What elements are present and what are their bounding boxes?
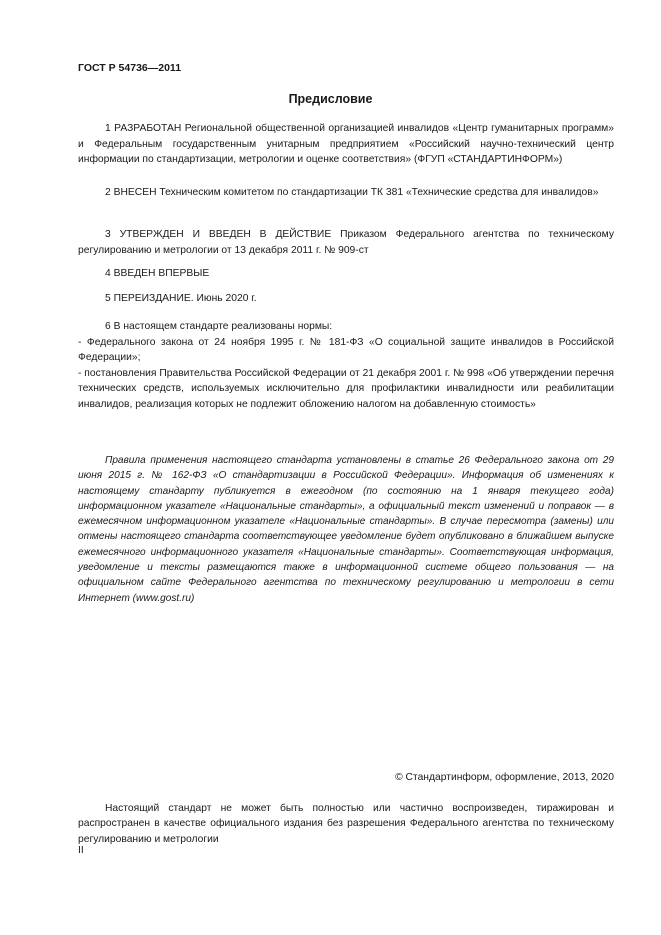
foreword-item-6-norm-a: - Федерального закона от 24 ноября 1995 г. № 181-ФЗ «О социальной защите инвалидов в Российской Федерации»;: [78, 336, 614, 363]
foreword-item-1: [78, 121, 614, 168]
foreword-item-4-text: 4 ВВЕДЕН ВПЕРВЫЕ: [105, 268, 210, 279]
notice-text: Правила применения настоящего стандарта установлены в статье 26 Федерального закона от 29 июня 2015 г. № 162-ФЗ «О стандартизации в Российской Федерации». Информация об изменениях к настоящему стандарту публикуется в ежегодном (по состоянию на 1 января текущего года) информационном указателе «Национальные стандарты», а официальный текст изменений и поправок — в ежемесячном информационном указателе «Национальные стандарты». В случае пересмотра (замены) или отмены настоящего стандарта соответствующее уведомление будет опубликовано в ближайшем выпуске ежемесячного информационного указателя «Национальные стандарты». Соответствующая информация, уведомление и тексты размещаются также в информационной системе общего пользования — на официальном сайте Федерального агентства по техническому регулированию и метрологии в сети Интернет (www.gost.ru): [78, 455, 614, 604]
foreword-item-6-norm-b: - постановления Правительства Российской Федерации от 21 декабря 2001 г. № 998 «Об утверждении перечня технических средств, используемых исключительно для профилактики инвалидности или реабилитации инвалидов, реализация которых не подлежит обложению налогом на добавленную стоимость»: [78, 367, 614, 410]
foreword-item-2-text: 2 ВНЕСЕН Техническим комитетом по стандартизации ТК 381 «Технические средства для инвалидов»: [105, 187, 599, 198]
foreword-item-3: [78, 227, 614, 258]
foreword-item-5-text: 5 ПЕРЕИЗДАНИЕ. Июнь 2020 г.: [105, 293, 257, 304]
copyright-line: © Стандартинформ, оформление, 2013, 2020: [395, 772, 614, 783]
foreword-item-3-text: 3 УТВЕРЖДЕН И ВВЕДЕН В ДЕЙСТВИЕ Приказом Федерального агентства по техническому регулированию и метрологии от 13 декабря 2011 г. № 909-ст: [78, 229, 614, 256]
standard-application-notice: [78, 453, 614, 606]
foreword-item-6: [78, 319, 614, 412]
foreword-item-6-intro: 6 В настоящем стандарте реализованы нормы:: [105, 321, 333, 332]
foreword-item-2: [78, 185, 614, 201]
reproduction-notice-text: Настоящий стандарт не может быть полностью или частично воспроизведен, тиражирован и распространен в качестве официального издания без разрешения Федерального агентства по техническому регулированию и метрологии: [78, 803, 614, 845]
foreword-item-4: [78, 266, 614, 282]
reproduction-notice: [78, 801, 614, 847]
foreword-item-1-text: 1 РАЗРАБОТАН Региональной общественной организацией инвалидов «Центр гуманитарных программ» и Федеральным государственным унитарным предприятием «Российский научно-технический центр информации по стандартизации, метрологии и оценке соответствия» (ФГУП «СТАНДАРТИНФОРМ»): [78, 123, 614, 165]
page-title: Предисловие: [288, 92, 373, 106]
foreword-item-5: [78, 291, 614, 307]
page-number: II: [78, 845, 84, 856]
document-code: ГОСТ Р 54736—2011: [78, 62, 182, 74]
